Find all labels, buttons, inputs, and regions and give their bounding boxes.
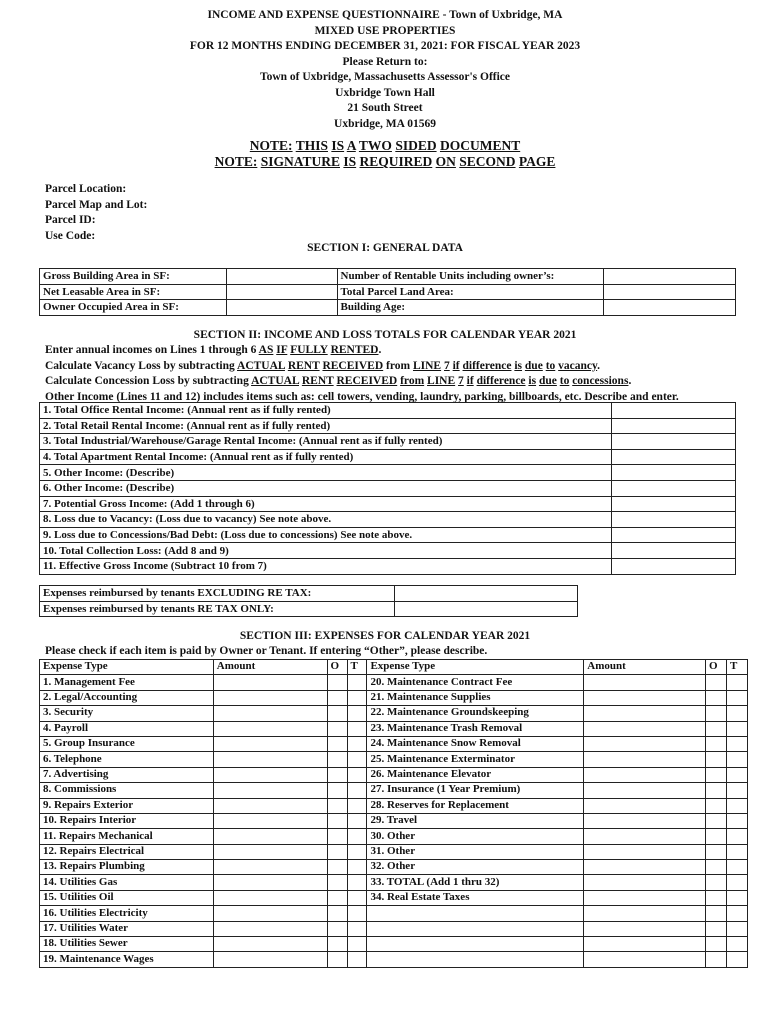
owner-header: O [327, 660, 347, 675]
expense-amount-input[interactable] [213, 875, 327, 890]
income-row [40, 527, 736, 543]
expense-amount-input[interactable] [213, 813, 327, 828]
owner-checkbox[interactable] [705, 813, 726, 828]
tenant-checkbox[interactable] [726, 860, 747, 875]
income-amount-input[interactable] [612, 558, 736, 574]
income-amount-input[interactable] [612, 527, 736, 543]
expense-amount-input[interactable] [584, 690, 706, 705]
expense-label: 15. Utilities Oil [40, 890, 214, 905]
form-title: INCOME AND EXPENSE QUESTIONNAIRE - Town of Uxbridge, MA [207, 9, 563, 21]
income-row [40, 418, 736, 434]
expense-type-header: Expense Type [40, 660, 214, 675]
tenant-checkbox[interactable] [347, 906, 367, 921]
expense-amount-input[interactable] [213, 829, 327, 844]
expense-label: 33. TOTAL (Add 1 thru 32) [367, 875, 584, 890]
tenant-checkbox[interactable] [726, 767, 747, 782]
income-row [40, 558, 736, 574]
expense-label: 11. Repairs Mechanical [40, 829, 214, 844]
general-data-row [40, 269, 736, 285]
expense-amount-input[interactable] [213, 860, 327, 875]
expense-row [40, 860, 748, 875]
expense-row [40, 906, 748, 921]
general-data-input[interactable] [226, 300, 337, 316]
reimbursement-label: Expenses reimbursed by tenants RE TAX ONLY: [40, 601, 395, 617]
owner-checkbox[interactable] [705, 906, 726, 921]
tenant-checkbox[interactable] [347, 736, 367, 751]
expense-row [40, 690, 748, 705]
expense-amount-input[interactable] [213, 921, 327, 936]
owner-checkbox[interactable] [327, 675, 347, 690]
income-table [39, 402, 736, 575]
income-label: 9. Loss due to Concessions/Bad Debt: (Loss due to concessions) See note above. [40, 527, 612, 543]
reimbursement-label: Expenses reimbursed by tenants EXCLUDING RE TAX: [40, 586, 395, 602]
expense-amount-input[interactable] [584, 875, 706, 890]
expense-amount-input[interactable] [213, 844, 327, 859]
tenant-checkbox[interactable] [726, 937, 747, 952]
general-data-label: Building Age: [337, 300, 604, 316]
expense-label: 17. Utilities Water [40, 921, 214, 936]
parcel-map-lot-label: Parcel Map and Lot: [45, 198, 148, 211]
owner-header: O [705, 660, 726, 675]
return-street: 21 South Street [347, 102, 423, 114]
note-signature: NOTE: SIGNATURE IS REQUIRED ON SECOND PAGE [214, 154, 556, 169]
expense-amount-input[interactable] [584, 906, 706, 921]
general-data-label: Net Leasable Area in SF: [40, 284, 227, 300]
tenant-checkbox[interactable] [726, 813, 747, 828]
owner-checkbox[interactable] [705, 706, 726, 721]
owner-checkbox[interactable] [327, 813, 347, 828]
reimbursement-row [40, 586, 578, 602]
expense-amount-input[interactable] [584, 937, 706, 952]
general-data-input[interactable] [604, 300, 736, 316]
note-two-sided: NOTE: THIS IS A TWO SIDED DOCUMENT [249, 138, 521, 153]
income-amount-input[interactable] [612, 496, 736, 512]
owner-checkbox[interactable] [327, 706, 347, 721]
expense-label: 10. Repairs Interior [40, 813, 214, 828]
expense-label: 6. Telephone [40, 752, 214, 767]
expense-amount-input[interactable] [584, 767, 706, 782]
owner-checkbox[interactable] [705, 721, 726, 736]
expense-row [40, 752, 748, 767]
general-data-row [40, 284, 736, 300]
return-label: Please Return to: [342, 55, 428, 68]
owner-checkbox[interactable] [705, 844, 726, 859]
expense-label: 12. Repairs Electrical [40, 844, 214, 859]
tenant-checkbox[interactable] [347, 798, 367, 813]
expense-label: 13. Repairs Plumbing [40, 860, 214, 875]
expense-label: 8. Commissions [40, 783, 214, 798]
expense-amount-input[interactable] [584, 706, 706, 721]
expense-label: 16. Utilities Electricity [40, 906, 214, 921]
income-label: 5. Other Income: (Describe) [40, 465, 612, 481]
expense-row [40, 890, 748, 905]
tenant-checkbox[interactable] [347, 860, 367, 875]
expense-label-blank [367, 906, 584, 921]
return-city: Uxbridge, MA 01569 [334, 117, 436, 130]
tenant-checkbox[interactable] [726, 844, 747, 859]
expense-label: 29. Travel [367, 813, 584, 828]
expense-amount-input[interactable] [213, 736, 327, 751]
expense-label: 23. Maintenance Trash Removal [367, 721, 584, 736]
tenant-checkbox[interactable] [726, 829, 747, 844]
tenant-header: T [347, 660, 367, 675]
expense-label: 2. Legal/Accounting [40, 690, 214, 705]
expense-amount-input[interactable] [584, 798, 706, 813]
expense-label: 21. Maintenance Supplies [367, 690, 584, 705]
owner-checkbox[interactable] [327, 752, 347, 767]
tenant-checkbox[interactable] [347, 890, 367, 905]
expense-header-row [40, 660, 748, 675]
owner-checkbox[interactable] [327, 767, 347, 782]
form-period: FOR 12 MONTHS ENDING DECEMBER 31, 2021: FOR FISCAL YEAR 2023 [189, 40, 581, 52]
tenant-checkbox[interactable] [347, 875, 367, 890]
expense-label-blank [367, 952, 584, 967]
expense-amount-input[interactable] [584, 952, 706, 967]
income-instructions [45, 343, 679, 405]
expense-amount-input[interactable] [584, 675, 706, 690]
expense-amount-input[interactable] [584, 721, 706, 736]
expense-amount-input[interactable] [584, 860, 706, 875]
expense-label: 5. Group Insurance [40, 736, 214, 751]
tenant-checkbox[interactable] [726, 736, 747, 751]
owner-checkbox[interactable] [327, 875, 347, 890]
expense-row [40, 921, 748, 936]
expense-type-header: Expense Type [367, 660, 584, 675]
tenant-checkbox[interactable] [347, 721, 367, 736]
income-amount-input[interactable] [612, 465, 736, 481]
expense-amount-input[interactable] [213, 952, 327, 967]
general-data-input[interactable] [604, 284, 736, 300]
income-row [40, 512, 736, 528]
tenant-checkbox[interactable] [726, 783, 747, 798]
expense-amount-input[interactable] [584, 813, 706, 828]
owner-checkbox[interactable] [327, 690, 347, 705]
owner-checkbox[interactable] [327, 952, 347, 967]
owner-checkbox[interactable] [327, 783, 347, 798]
expense-amount-input[interactable] [584, 783, 706, 798]
return-building: Uxbridge Town Hall [335, 86, 435, 99]
owner-checkbox[interactable] [327, 906, 347, 921]
tenant-checkbox[interactable] [726, 690, 747, 705]
expense-label: 32. Other [367, 860, 584, 875]
owner-checkbox[interactable] [705, 767, 726, 782]
owner-checkbox[interactable] [705, 952, 726, 967]
expense-label: 30. Other [367, 829, 584, 844]
expense-label: 9. Repairs Exterior [40, 798, 214, 813]
expense-instructions: Please check if each item is paid by Owner or Tenant. If entering “Other”, please describe. [45, 645, 488, 657]
income-label: 3. Total Industrial/Warehouse/Garage Rental Income: (Annual rent as if fully rented) [40, 434, 612, 450]
owner-checkbox[interactable] [327, 844, 347, 859]
expense-label: 20. Maintenance Contract Fee [367, 675, 584, 690]
general-data-label: Owner Occupied Area in SF: [40, 300, 227, 316]
expense-label: 3. Security [40, 706, 214, 721]
tenant-checkbox[interactable] [726, 906, 747, 921]
tenant-checkbox[interactable] [347, 675, 367, 690]
expense-row [40, 798, 748, 813]
parcel-id-label: Parcel ID: [45, 214, 96, 226]
owner-checkbox[interactable] [327, 829, 347, 844]
income-row [40, 480, 736, 496]
reimbursement-amount-input[interactable] [394, 586, 577, 602]
income-label: 1. Total Office Rental Income: (Annual rent as if fully rented) [40, 403, 612, 419]
instruction-line-1: Enter annual incomes on Lines 1 through 6 AS IF FULLY RENTED. [45, 344, 382, 356]
expense-label: 7. Advertising [40, 767, 214, 782]
tenant-checkbox[interactable] [726, 921, 747, 936]
owner-checkbox[interactable] [705, 921, 726, 936]
income-row [40, 465, 736, 481]
income-amount-input[interactable] [612, 543, 736, 559]
section2-title: SECTION II: INCOME AND LOSS TOTALS FOR CALENDAR YEAR 2021 [193, 329, 577, 341]
tenant-checkbox[interactable] [726, 952, 747, 967]
expense-amount-input[interactable] [213, 890, 327, 905]
expense-row [40, 767, 748, 782]
expense-amount-input[interactable] [213, 690, 327, 705]
use-code-label: Use Code: [45, 229, 96, 242]
expense-amount-input[interactable] [213, 675, 327, 690]
reimbursement-row [40, 601, 578, 617]
tenant-checkbox[interactable] [726, 875, 747, 890]
tenant-checkbox[interactable] [347, 752, 367, 767]
owner-checkbox[interactable] [327, 937, 347, 952]
expense-row [40, 736, 748, 751]
owner-checkbox[interactable] [705, 937, 726, 952]
owner-checkbox[interactable] [705, 875, 726, 890]
expense-row [40, 844, 748, 859]
income-label: 4. Total Apartment Rental Income: (Annual rent as if fully rented) [40, 449, 612, 465]
expense-label: 28. Reserves for Replacement [367, 798, 584, 813]
general-data-label: Gross Building Area in SF: [40, 269, 227, 285]
expense-row [40, 675, 748, 690]
expense-label-blank [367, 937, 584, 952]
income-amount-input[interactable] [612, 434, 736, 450]
income-row [40, 434, 736, 450]
tenant-checkbox[interactable] [347, 844, 367, 859]
owner-checkbox[interactable] [327, 736, 347, 751]
tenant-checkbox[interactable] [347, 813, 367, 828]
owner-checkbox[interactable] [327, 721, 347, 736]
expense-row [40, 783, 748, 798]
return-office: Town of Uxbridge, Massachusetts Assessor's Office [259, 71, 511, 83]
tenant-checkbox[interactable] [347, 921, 367, 936]
income-row [40, 543, 736, 559]
general-data-label: Number of Rentable Units including owner’s: [337, 269, 604, 285]
amount-header: Amount [584, 660, 706, 675]
owner-checkbox[interactable] [327, 860, 347, 875]
expense-label-blank [367, 921, 584, 936]
amount-header: Amount [213, 660, 327, 675]
expense-amount-input[interactable] [213, 798, 327, 813]
expense-label: 25. Maintenance Exterminator [367, 752, 584, 767]
instruction-line-2: Calculate Vacancy Loss by subtracting ACTUAL RENT RECEIVED from LINE 7 if difference is due to vacancy. [45, 359, 601, 372]
expense-label: 26. Maintenance Elevator [367, 767, 584, 782]
expense-label: 34. Real Estate Taxes [367, 890, 584, 905]
expense-amount-input[interactable] [584, 752, 706, 767]
tenant-checkbox[interactable] [347, 783, 367, 798]
owner-checkbox[interactable] [327, 798, 347, 813]
general-data-input[interactable] [226, 284, 337, 300]
income-amount-input[interactable] [612, 480, 736, 496]
expense-table [39, 659, 748, 968]
owner-checkbox[interactable] [705, 675, 726, 690]
expense-amount-input[interactable] [584, 890, 706, 905]
expense-row [40, 875, 748, 890]
instruction-line-3: Calculate Concession Loss by subtracting ACTUAL RENT RECEIVED from LINE 7 if difference is due to concessions. [45, 375, 632, 387]
general-data-row [40, 300, 736, 316]
expense-label: 1. Management Fee [40, 675, 214, 690]
expense-row [40, 937, 748, 952]
owner-checkbox[interactable] [327, 890, 347, 905]
expense-label: 19. Maintenance Wages [40, 952, 214, 967]
instruction-line-4: Other Income (Lines 11 and 12) includes items such as: cell towers, vending, laundry, parking, billboards, etc. Describe and enter. [45, 390, 679, 403]
expense-row [40, 952, 748, 967]
general-data-label: Total Parcel Land Area: [337, 284, 604, 300]
owner-checkbox[interactable] [705, 736, 726, 751]
tenant-checkbox[interactable] [347, 706, 367, 721]
tenant-checkbox[interactable] [347, 952, 367, 967]
expense-label: 14. Utilities Gas [40, 875, 214, 890]
expense-amount-input[interactable] [584, 844, 706, 859]
expense-amount-input[interactable] [584, 736, 706, 751]
expense-amount-input[interactable] [213, 706, 327, 721]
tenant-checkbox[interactable] [347, 767, 367, 782]
income-row [40, 449, 736, 465]
expense-amount-input[interactable] [584, 829, 706, 844]
income-amount-input[interactable] [612, 403, 736, 419]
owner-checkbox[interactable] [705, 890, 726, 905]
form-subtitle: MIXED USE PROPERTIES [314, 24, 456, 37]
income-label: 8. Loss due to Vacancy: (Loss due to vacancy) See note above. [40, 512, 612, 528]
income-row [40, 403, 736, 419]
expense-label: 4. Payroll [40, 721, 214, 736]
tenant-checkbox[interactable] [726, 721, 747, 736]
tenant-checkbox[interactable] [726, 675, 747, 690]
expense-label: 31. Other [367, 844, 584, 859]
tenant-checkbox[interactable] [726, 890, 747, 905]
income-label: 7. Potential Gross Income: (Add 1 through 6) [40, 496, 612, 512]
income-row [40, 496, 736, 512]
expense-label: 24. Maintenance Snow Removal [367, 736, 584, 751]
expense-amount-input[interactable] [213, 937, 327, 952]
owner-checkbox[interactable] [705, 752, 726, 767]
expense-label: 27. Insurance (1 Year Premium) [367, 783, 584, 798]
expense-amount-input[interactable] [584, 921, 706, 936]
income-label: 2. Total Retail Rental Income: (Annual rent as if fully rented) [40, 418, 612, 434]
tenant-checkbox[interactable] [726, 706, 747, 721]
income-label: 11. Effective Gross Income (Subtract 10 from 7) [40, 558, 612, 574]
income-amount-input[interactable] [612, 449, 736, 465]
reimbursement-table [39, 585, 578, 617]
expense-row [40, 829, 748, 844]
income-amount-input[interactable] [612, 418, 736, 434]
income-label: 6. Other Income: (Describe) [40, 480, 612, 496]
general-data-table [39, 268, 736, 316]
tenant-checkbox[interactable] [726, 798, 747, 813]
owner-checkbox[interactable] [327, 921, 347, 936]
expense-amount-input[interactable] [213, 906, 327, 921]
expense-row [40, 706, 748, 721]
owner-checkbox[interactable] [705, 783, 726, 798]
expense-amount-input[interactable] [213, 721, 327, 736]
tenant-checkbox[interactable] [347, 690, 367, 705]
owner-checkbox[interactable] [705, 829, 726, 844]
tenant-checkbox[interactable] [347, 937, 367, 952]
general-data-input[interactable] [604, 269, 736, 285]
expense-row [40, 721, 748, 736]
form-header [0, 8, 770, 132]
tenant-checkbox[interactable] [347, 829, 367, 844]
expense-amount-input[interactable] [213, 767, 327, 782]
tenant-header: T [726, 660, 747, 675]
expense-row [40, 813, 748, 828]
owner-checkbox[interactable] [705, 860, 726, 875]
tenant-checkbox[interactable] [726, 752, 747, 767]
reimbursement-amount-input[interactable] [394, 601, 577, 617]
expense-amount-input[interactable] [213, 752, 327, 767]
parcel-info [45, 182, 147, 244]
expense-amount-input[interactable] [213, 783, 327, 798]
expense-label: 22. Maintenance Groundskeeping [367, 706, 584, 721]
income-label: 10. Total Collection Loss: (Add 8 and 9) [40, 543, 612, 559]
owner-checkbox[interactable] [705, 690, 726, 705]
expense-label: 18. Utilities Sewer [40, 937, 214, 952]
section1-title: SECTION I: GENERAL DATA [307, 242, 463, 254]
owner-checkbox[interactable] [705, 798, 726, 813]
parcel-location-label: Parcel Location: [45, 183, 127, 195]
income-amount-input[interactable] [612, 512, 736, 528]
general-data-input[interactable] [226, 269, 337, 285]
section3-title: SECTION III: EXPENSES FOR CALENDAR YEAR 2021 [239, 630, 531, 642]
